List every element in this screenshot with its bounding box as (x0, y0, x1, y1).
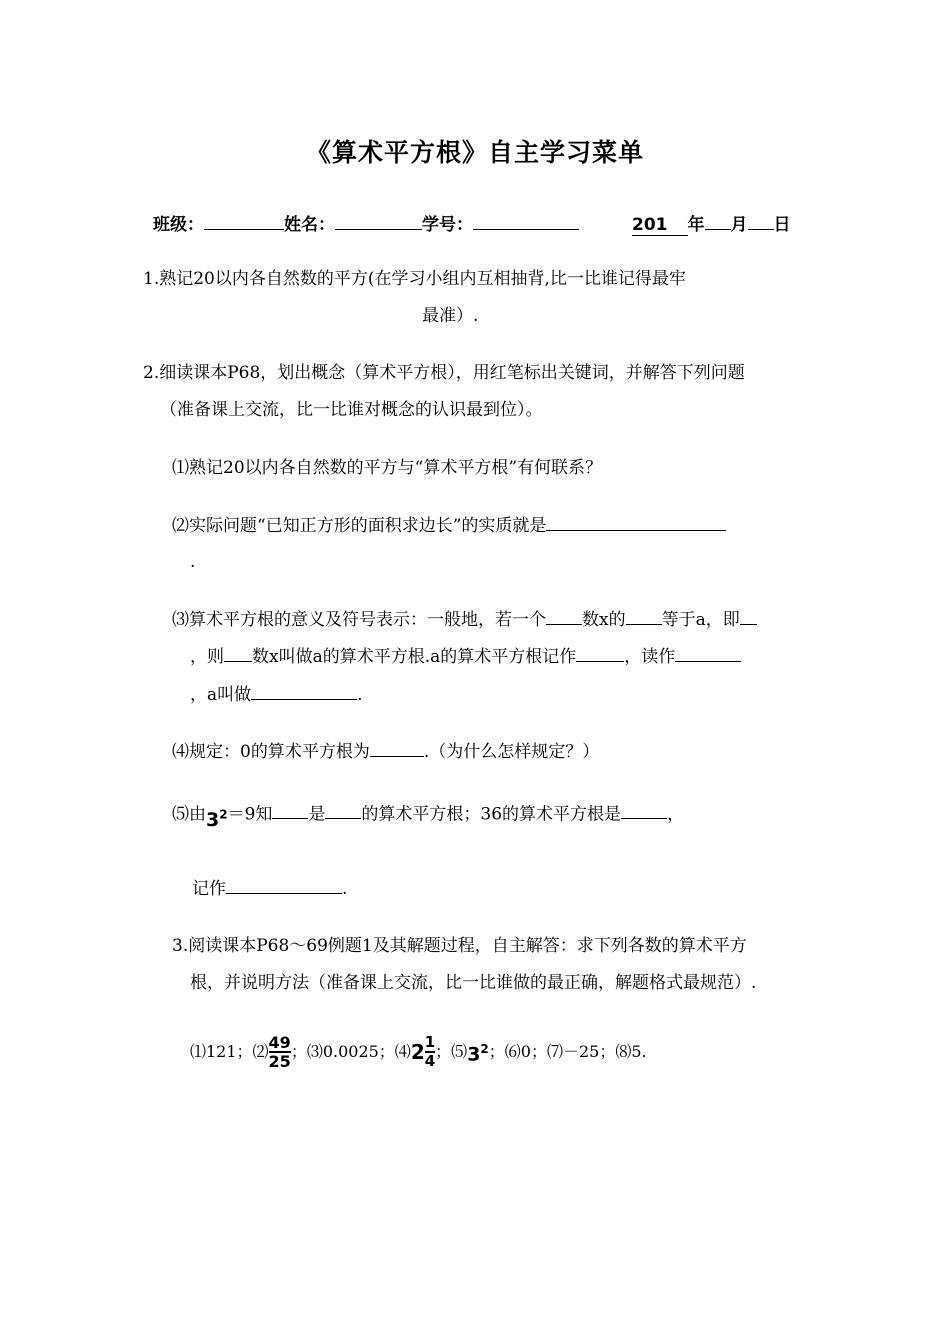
q2-sub3-line2 (190, 645, 741, 668)
s5-blank-4[interactable] (226, 877, 342, 894)
mixed-fraction (425, 1034, 435, 1070)
fraction-49-25 (269, 1034, 291, 1070)
q1-line1: 1.熟记20以内各自然数的平方(在学习小组内互相抽背,比一比谁记得最牢 (143, 269, 686, 289)
year-unit: 年 (687, 215, 705, 235)
name-label: 姓名： (284, 215, 335, 235)
s5-text-d: 的算术平方根；36的算术平方根是 (361, 804, 622, 825)
id-blank[interactable] (473, 210, 579, 230)
q3-power-exponent: 2 (480, 1042, 489, 1057)
day-unit: 日 (773, 215, 791, 235)
q2-sub2-text: ⑵实际问题“已知正方形的面积求边长”的实质就是 (172, 516, 547, 536)
s3-text-h: . (357, 685, 363, 705)
s5-base: 3 (206, 809, 220, 832)
fraction-denominator: 25 (268, 1052, 291, 1071)
s5-text-e: ， (667, 804, 685, 825)
s5-power (206, 809, 228, 831)
q2-sub4 (172, 740, 599, 763)
s5-blank-3[interactable] (621, 802, 667, 819)
month-unit: 月 (730, 215, 748, 235)
q2-sub1: ⑴熟记20以内各自然数的平方与“算术平方根”有何联系？ (172, 458, 603, 478)
year-field[interactable]: 201 (632, 215, 688, 236)
s3-text-a: ⑶算术平方根的意义及符号表示：一般地，若一个 (172, 610, 546, 630)
page-title: 《算术平方根》自主学习菜单 (305, 138, 644, 167)
s5-text-g: . (342, 879, 348, 899)
s5-exponent: 2 (219, 808, 228, 822)
q3-item-text-3: ；⑶0.0025；⑷ (290, 1042, 411, 1061)
s5-blank-1[interactable] (272, 802, 308, 819)
mixed-numerator: 1 (424, 1033, 436, 1051)
s3-text-c: 等于a，即 (661, 610, 740, 630)
s3-blank-2[interactable] (626, 608, 662, 625)
s3-text-f: ，读作 (624, 647, 676, 667)
s3-blank-3[interactable] (740, 608, 757, 625)
header-row (153, 210, 579, 234)
s3-blank-7[interactable] (251, 683, 357, 700)
s3-text-b: 数x的 (582, 610, 626, 630)
q3-item-text-1: ⑴121；⑵ (190, 1042, 269, 1061)
s3-text-g: ，a叫做 (190, 685, 252, 705)
q3-line2: 根，并说明方法（准备课上交流，比一比谁做的最正确，解题格式最规范）. (190, 973, 757, 993)
day-blank[interactable] (748, 210, 774, 230)
s4-text-b: .（为什么怎样规定？） (423, 742, 600, 762)
q3-line1: 3.阅读课本P68～69例题1及其解题过程，自主解答：求下列各数的算术平方 (172, 936, 747, 956)
s4-blank[interactable] (370, 740, 424, 757)
date-row (632, 210, 791, 234)
mixed-whole: 2 (410, 1040, 425, 1064)
fraction-numerator: 49 (268, 1033, 291, 1052)
s3-blank-6[interactable] (675, 645, 741, 662)
q2-sub2 (172, 514, 726, 537)
s3-text-e: 数x叫做a的算术平方根.a的算术平方根记作 (252, 647, 577, 667)
id-label: 学号： (422, 215, 473, 235)
q2-sub2-blank[interactable] (546, 514, 726, 531)
s5-text-f: 记作 (192, 879, 226, 899)
class-blank[interactable] (204, 210, 284, 230)
s5-text-c: 是 (308, 804, 326, 825)
s3-blank-4[interactable] (224, 645, 252, 662)
s4-text-a: ⑷规定：0的算术平方根为 (172, 742, 370, 762)
q2-sub3-line3 (190, 683, 363, 706)
s3-blank-1[interactable] (546, 608, 582, 625)
q3-items (190, 1027, 647, 1077)
q3-power (467, 1038, 489, 1065)
s3-text-d: ，则 (190, 647, 224, 667)
s5-text-a: ⑸由 (172, 804, 206, 825)
s5-blank-2[interactable] (325, 802, 361, 819)
q2-line1: 2.细读课本P68，划出概念（算术平方根），用红笔标出关键词，并解答下列问题 (143, 363, 745, 383)
month-blank[interactable] (705, 210, 731, 230)
q3-item-text-6: ；⑹0；⑺－25；⑻5. (488, 1042, 647, 1061)
class-label: 班级： (153, 215, 204, 235)
name-blank[interactable] (335, 210, 422, 230)
q2-sub5 (172, 797, 685, 832)
q2-sub3-line1 (172, 608, 757, 631)
q3-item-text-5: ；⑸ (435, 1042, 468, 1061)
q3-power-base: 3 (467, 1043, 481, 1066)
s5-text-b: ＝9知 (227, 804, 273, 825)
mixed-denominator: 4 (424, 1052, 436, 1070)
q1-line2: 最准）. (422, 306, 479, 326)
s3-blank-5[interactable] (576, 645, 624, 662)
q2-sub5-line2 (192, 877, 347, 900)
q2-line2: （准备课上交流，比一比谁对概念的认识最到位）。 (160, 400, 543, 420)
q2-sub2-end: . (190, 552, 196, 572)
